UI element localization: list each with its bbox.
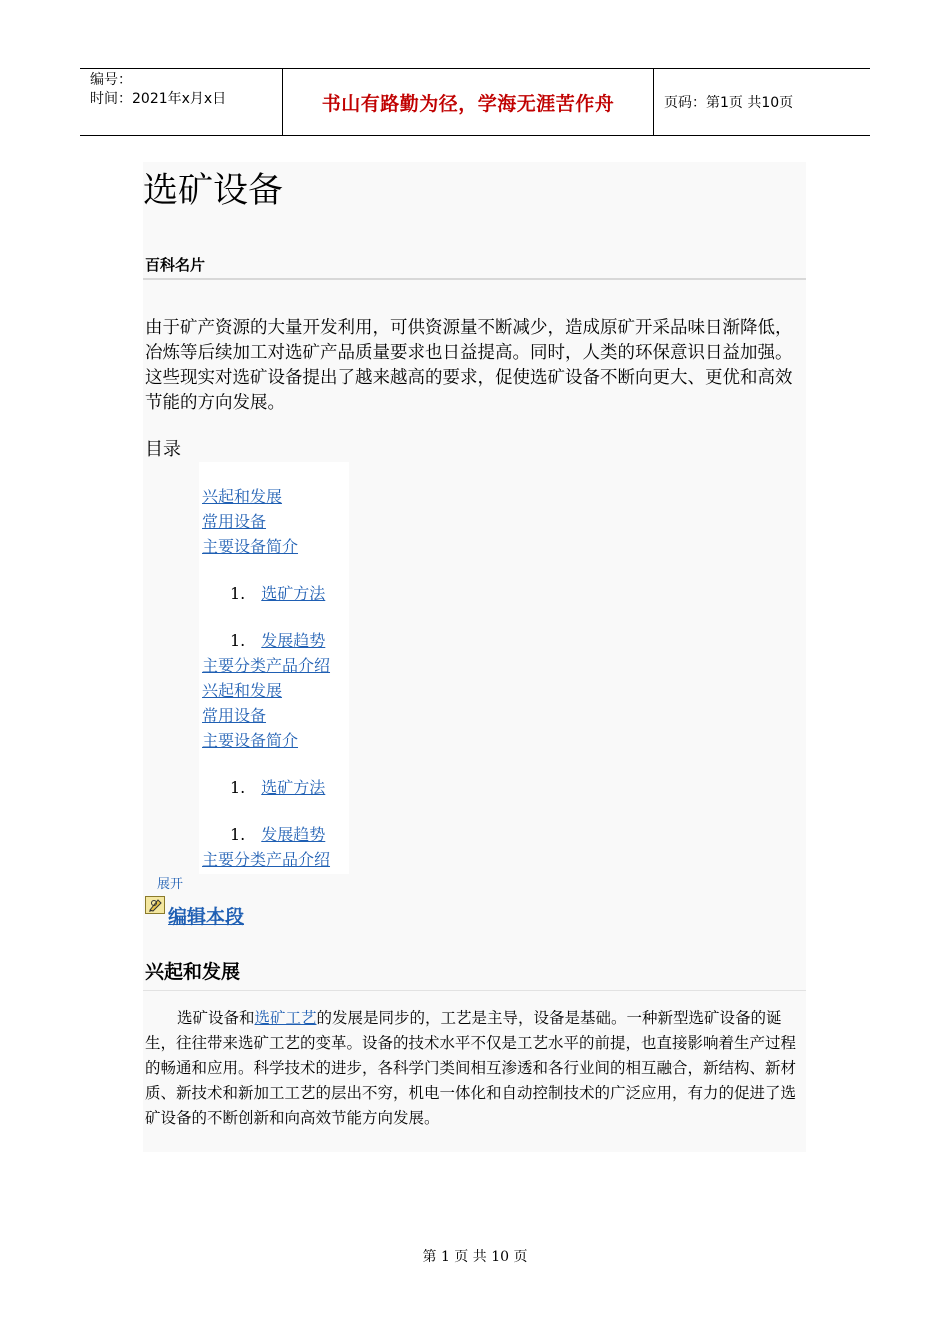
- toc-sub-item[interactable]: [230, 631, 325, 651]
- toc-sub-number: 1.: [230, 778, 246, 797]
- card-label: 百科名片: [145, 256, 206, 274]
- para-text-before: 选矿设备和: [177, 1009, 255, 1027]
- intro-paragraph: 由于矿产资源的大量开发利用，可供资源量不断减少，造成原矿开采品味日渐降低，冶炼等后续加工对选矿产品质量要求也日益提高。同时，人类的环保意识日益加强。这些现实对选矿设备提出了越来越高的要求，促使选矿设备不断向更大、更优和高效节能的方向发展。: [145, 318, 793, 413]
- header-page-info: 页码：第1页 共10页: [664, 95, 794, 111]
- section-paragraph: [145, 1006, 805, 1131]
- toc-sub-item[interactable]: [230, 778, 325, 798]
- section-divider: [143, 990, 806, 991]
- toc-sub-item[interactable]: [230, 825, 325, 845]
- toc-link-trends[interactable]: 发展趋势: [261, 825, 326, 844]
- toc-link-rise[interactable]: 兴起和发展: [202, 681, 283, 700]
- edit-section-link[interactable]: 编辑本段: [168, 906, 245, 928]
- para-text-after: 的发展是同步的，工艺是主导，设备是基础。一种新型选矿设备的诞生，往往带来选矿工艺的变革。设备的技术水平不仅是工艺水平的前提，也直接影响着生产过程的畅通和应用。科学技术的进步，各科学门类间相互渗透和各行业间的相互融合，新结构、新材质、新技术和新加工工艺的层出不穷，机电一体化和自动控制技术的广泛应用，有力的促进了选矿设备的不断创新和向高效节能方向发展。: [145, 1009, 797, 1127]
- toc-sub-item[interactable]: [230, 584, 325, 604]
- toc-link-common-equipment[interactable]: 常用设备: [202, 512, 267, 531]
- toc-title: 目录: [145, 439, 181, 460]
- header-motto: 书山有路勤为径，学海无涯苦作舟: [282, 69, 654, 135]
- section-heading: 兴起和发展: [145, 961, 241, 983]
- toc-link-products[interactable]: 主要分类产品介绍: [202, 850, 331, 869]
- toc-expand-link[interactable]: 展开: [157, 877, 184, 892]
- page-header: [80, 68, 870, 136]
- page-title: 选矿设备: [143, 171, 284, 211]
- toc-link-methods[interactable]: 选矿方法: [261, 778, 326, 797]
- toc-sub-number: 1.: [230, 825, 246, 844]
- toc-sub-number: 1.: [230, 584, 246, 603]
- toc-link-main-equipment[interactable]: 主要设备简介: [202, 537, 299, 556]
- edit-icon[interactable]: [145, 896, 165, 914]
- toc-link-trends[interactable]: 发展趋势: [261, 631, 326, 650]
- page-footer: 第 1 页 共 10 页: [422, 1249, 528, 1265]
- toc-link-products[interactable]: 主要分类产品介绍: [202, 656, 331, 675]
- toc-link-methods[interactable]: 选矿方法: [261, 584, 326, 603]
- toc-link-common-equipment[interactable]: 常用设备: [202, 706, 267, 725]
- card-divider: [143, 278, 806, 280]
- toc-link-main-equipment[interactable]: 主要设备简介: [202, 731, 299, 750]
- header-meta: [80, 69, 282, 135]
- process-link[interactable]: 选矿工艺: [254, 1009, 317, 1027]
- toc-link-rise[interactable]: 兴起和发展: [202, 487, 283, 506]
- number-label: 编号：: [90, 72, 132, 88]
- time-label: 时间：2021年x月x日: [90, 91, 227, 107]
- toc-sub-number: 1.: [230, 631, 246, 650]
